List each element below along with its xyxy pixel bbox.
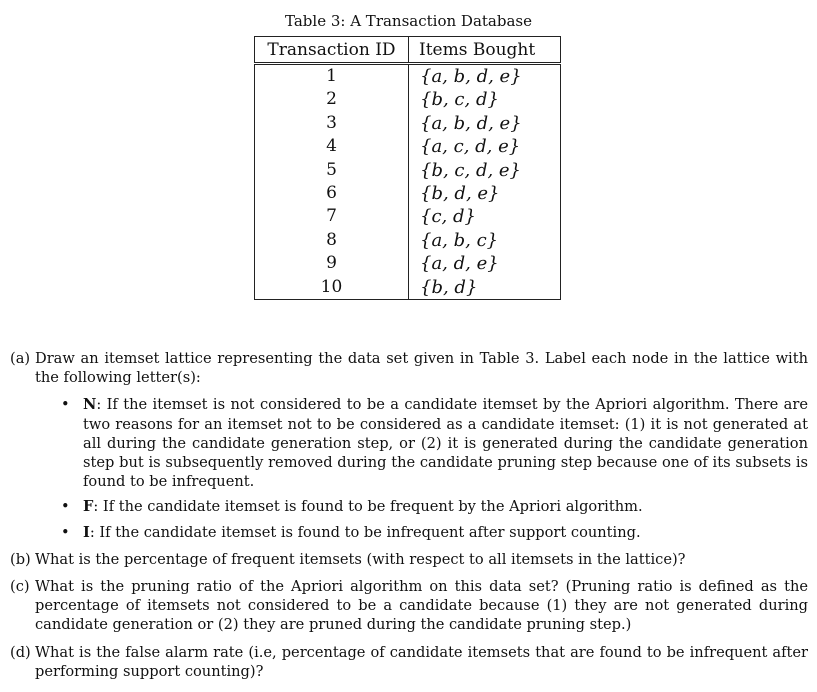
table-row [255,229,561,252]
items-cell: {a, d, e} [420,253,499,275]
items-cell: {b, c, d} [420,89,499,111]
transaction-id-cell: 5 [255,159,409,182]
label-definition-list [35,395,808,541]
question-a [10,349,808,542]
header-items-bought: Items Bought [409,37,561,64]
label-definition-f [57,497,808,516]
table-row [255,252,561,275]
items-cell: {c, d} [420,206,476,228]
items-cell: {a, b, c} [420,229,499,251]
question-text: What is the false alarm rate (i.e, percentage of candidate itemsets that are found to be infrequent after performing support counting)? [35,643,808,680]
label-description: : If the candidate itemset is found to be infrequent after support counting. [89,523,641,541]
bullet-icon: • [61,498,70,516]
transaction-id-cell: 6 [255,182,409,205]
transaction-id-cell: 1 [255,64,409,89]
label-key: N [83,396,97,414]
table-row [255,182,561,205]
bullet-icon: • [61,396,70,414]
table-caption: Table 3: A Transaction Database [285,12,532,30]
table-header-row [255,37,561,64]
header-transaction-id: Transaction ID [255,37,409,64]
transaction-id-cell: 8 [255,229,409,252]
transaction-id-cell: 9 [255,252,409,275]
label-description: : If the candidate itemset is found to be frequent by the Apriori algorithm. [93,498,643,516]
question-b [10,550,808,569]
transaction-table [254,36,561,300]
items-cell: {b, d} [420,276,478,298]
question-text: What is the percentage of frequent itemsets (with respect to all itemsets in the lattice)? [35,550,686,568]
table-row [255,64,561,89]
question-label: (b) [10,550,31,568]
label-key: F [83,498,94,516]
question-label: (c) [10,578,30,596]
table-row [255,112,561,135]
question-list [10,349,808,689]
label-definition-i [57,523,808,542]
transaction-id-cell: 3 [255,112,409,135]
table-row [255,276,561,300]
question-d [10,643,808,681]
bullet-icon: • [61,523,70,541]
table-row [255,88,561,111]
transaction-id-cell: 7 [255,205,409,228]
items-cell: {a, b, d, e} [420,112,522,134]
table-row [255,135,561,158]
label-description: : If the itemset is not considered to be a candidate itemset by the Apriori algorithm. There are two reasons for an itemset not to be considered as a candidate itemset: (1) it is not generated at all during the candidate generation step, or (2) it is generated during the candidate generation step but is subsequently removed during the candidate pruning step because one of its subsets is found to be infrequent. [83,396,808,491]
items-cell: {a, c, d, e} [420,136,521,158]
items-cell: {a, b, d, e} [420,66,522,87]
question-label: (d) [10,643,31,661]
question-label: (a) [10,350,31,367]
table-row [255,159,561,182]
label-key: I [83,523,90,541]
table-row [255,205,561,228]
question-text: Draw an itemset lattice representing the data set given in Table 3. Label each node in the lattice with the following letter(s): [35,350,808,387]
transaction-id-cell: 4 [255,135,409,158]
items-cell: {b, d, e} [420,183,500,205]
label-definition-n [57,395,808,491]
transaction-id-cell: 2 [255,88,409,111]
items-cell: {b, c, d, e} [420,159,522,181]
question-text: What is the pruning ratio of the Apriori algorithm on this data set? (Pruning ratio is defined as the percentage of itemsets not considered to be a candidate because (1) they are not generated during candidate generation or (2) they are pruned during the candidate pruning step.) [35,578,808,634]
transaction-id-cell: 10 [255,276,409,300]
question-c [10,577,808,635]
